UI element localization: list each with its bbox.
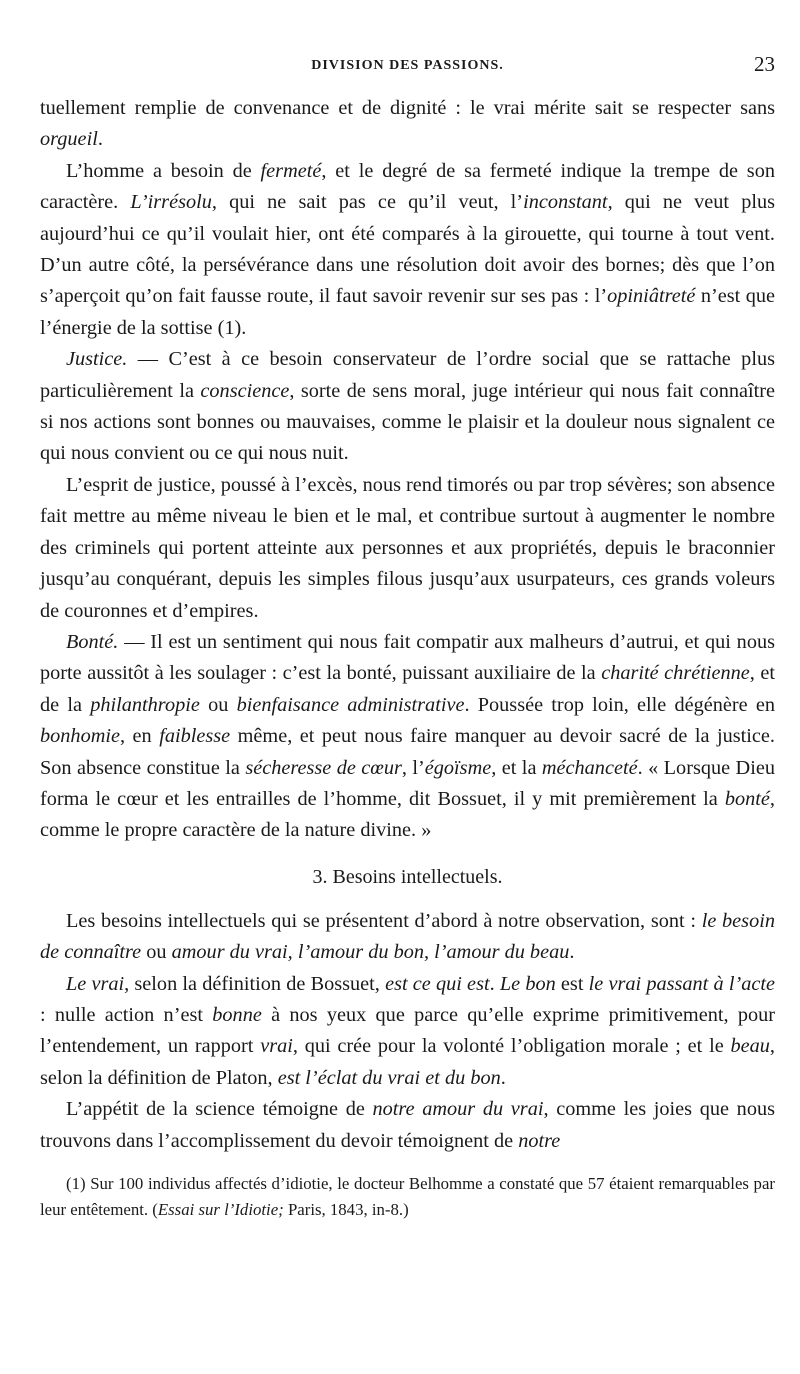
text-run: L’appétit de la science témoigne de — [66, 1098, 373, 1121]
emphasis: est l’éclat du vrai et du bon — [277, 1066, 501, 1089]
text-run: , qui ne veut plus aujourd’hui ce qu’il voulait hier, ont été comparés à la girouette, qui tourne à tout vent. D’un autre côté, la persévérance dans une résolution doit avoir des bornes; dès que l’on s’aperçoit qu’on fait fausse route, il faut savoir revenir sur ses pas : l’ — [40, 191, 776, 308]
running-title: DIVISION DES PASSIONS. — [311, 58, 504, 73]
emphasis: vrai — [260, 1035, 293, 1058]
text-run: , comme le propre caractère de la nature divine. » — [40, 787, 775, 842]
emphasis: bonne — [212, 1003, 262, 1026]
emphasis: égoïsme — [424, 756, 492, 779]
text-run: même, et peut nous faire manquer au devoir sacré de la justice. Son absence constitue la — [40, 725, 775, 779]
run-in-heading: Bonté. — [66, 630, 119, 653]
emphasis: le besoin de connaître — [40, 909, 775, 964]
emphasis: conscience — [200, 379, 290, 402]
text-run: n’est que l’énergie de la sottise (1). — [40, 285, 775, 339]
emphasis: le vrai passant à l’acte — [588, 972, 775, 995]
text-run: , qui crée pour la volonté l’obligation morale ; et le — [292, 1035, 731, 1058]
emphasis: méchanceté — [541, 756, 638, 779]
text-run: , et le degré de sa fermeté indique la trempe de son caractère. — [40, 159, 775, 214]
paragraph-fermete — [40, 156, 775, 344]
body-text — [40, 93, 775, 1223]
text-run: , selon la définition de Bossuet, — [124, 972, 386, 995]
text-run: Paris, 1843, in-8.) — [283, 1200, 409, 1219]
footnote — [40, 1171, 775, 1223]
text-run: à nos yeux que parce qu’elle exprime primitivement, pour l’entendement, un rapport — [40, 1003, 775, 1058]
text-run: , et la — [491, 756, 542, 779]
emphasis: notre — [518, 1129, 561, 1152]
emphasis: Le bon — [499, 972, 556, 995]
paragraph-besoins-intellectuels — [40, 906, 775, 969]
paragraph-appetit-science — [40, 1094, 775, 1157]
emphasis: bonhomie — [40, 725, 120, 748]
text-run: (1) Sur 100 individus affectés d’idiotie, le docteur Belhomme a constaté que 57 étaient remarquables par leur entêtement. ( — [40, 1174, 775, 1219]
text-run: , comme les joies que nous trouvons dans l’accomplissement du devoir témoignent de — [40, 1098, 775, 1152]
emphasis: amour du vrai, l’amour du bon, l’amour du beau — [171, 941, 570, 964]
text-run: Les besoins intellectuels qui se présentent d’abord à notre observation, sont : — [66, 909, 702, 932]
emphasis: philanthropie — [90, 693, 200, 716]
book-page — [40, 0, 775, 1374]
emphasis: bienfaisance administrative — [236, 693, 465, 716]
footnote-spacer — [40, 1157, 775, 1171]
text-run: . — [489, 972, 500, 995]
paragraph-bonte — [40, 627, 775, 847]
text-run: — C’est à ce besoin conservateur de l’ordre social que se rattache plus particulièrement la — [40, 348, 775, 402]
text-run: , qui ne sait pas ce qu’il veut, l’ — [211, 191, 524, 214]
text-run: : nulle action n’est — [40, 1003, 213, 1026]
text-run: ou — [141, 941, 172, 964]
paragraph-justice — [40, 344, 775, 470]
text-run: , l’ — [401, 756, 425, 779]
text-run: tuellement remplie de convenance et de dignité : le vrai mérite sait se respecter sans — [40, 97, 775, 119]
emphasis: bonté — [724, 787, 770, 810]
page-number: 23 — [754, 52, 775, 76]
text-run: , sorte de sens moral, juge intérieur qui nous fait connaître si nos actions sont bonnes ou mauvaises, comme le plaisir et la douleur nous signalent ce qui nous convient ou ce qui nous nuit. — [40, 379, 775, 465]
text-run: L’homme a besoin de — [66, 159, 261, 182]
text-run: . — [500, 1066, 506, 1089]
emphasis: orgueil — [40, 128, 98, 151]
emphasis: inconstant — [523, 191, 608, 214]
text-run: . — [569, 941, 575, 964]
running-head — [40, 0, 775, 76]
text-run: L’esprit de justice, poussé à l’excès, nous rend timorés ou par trop sévères; son absence fait mettre au même niveau le bien et le mal, et contribue surtout à augmenter le nombre des criminels qui portent atteinte aux personnes et aux propriétés, depuis le braconnier jusqu’au conquérant, depuis les simples filous jusqu’aux usurpateurs, ces grands voleurs de couronnes et d’empires. — [40, 473, 775, 622]
text-run: . « Lorsque Dieu forma le cœur et les entrailles de l’homme, dit Bossuet, il y mit premièrement la — [40, 756, 775, 810]
emphasis: L’irrésolu — [130, 191, 212, 214]
emphasis: notre amour du vrai — [372, 1098, 544, 1121]
section-heading: 3. Besoins intellectuels. — [312, 865, 503, 888]
text-run: ou — [199, 693, 237, 716]
paragraph-esprit-de-justice — [40, 470, 775, 627]
emphasis: beau — [730, 1035, 770, 1058]
text-run: est — [555, 972, 589, 995]
emphasis: charité chrétienne — [601, 662, 750, 685]
emphasis: est ce qui est — [385, 972, 490, 995]
text-run: — Il est un sentiment qui nous fait compatir aux malheurs d’autrui, et qui nous porte aussitôt à les soulager : c’est la bonté, puissant auxiliaire de la — [40, 630, 775, 685]
emphasis: Essai sur l’Idiotie; — [157, 1200, 284, 1219]
text-run: . Poussée trop loin, elle dégénère en — [464, 693, 776, 716]
emphasis: faiblesse — [159, 725, 231, 748]
paragraph-le-vrai — [40, 969, 775, 1095]
text-run: . — [97, 128, 103, 151]
emphasis: Le vrai — [66, 972, 125, 995]
paragraph-continuation — [40, 93, 775, 156]
emphasis: opiniâtreté — [607, 285, 696, 308]
emphasis: fermeté — [260, 159, 322, 182]
text-run: , et de la — [40, 662, 775, 716]
run-in-heading: Justice. — [66, 348, 128, 371]
text-run: , en — [120, 725, 160, 748]
emphasis: sécheresse de cœur — [245, 756, 402, 779]
text-run: , selon la définition de Platon, — [40, 1035, 775, 1089]
